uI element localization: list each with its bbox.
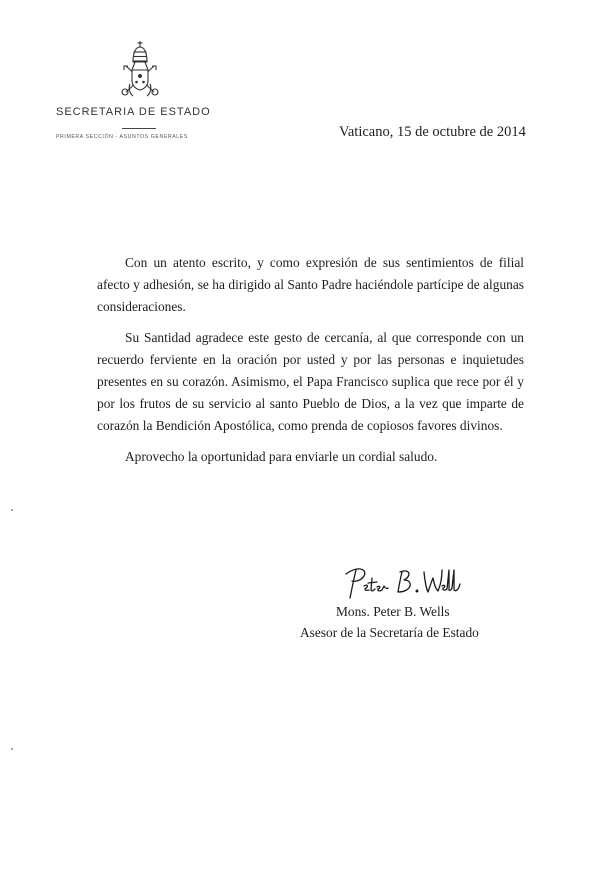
place-and-date: Vaticano, 15 de octubre de 2014: [339, 124, 526, 140]
signer-title: Asesor de la Secretaría de Estado: [300, 625, 479, 640]
paragraph-2: Su Santidad agradece este gesto de cercanía, al que corresponde con un recuerdo ferviente en la oración por usted y por las personas e inquietudes presentes en su corazón. Asimismo, el Papa Francisco suplica que rece por él y por los frutos de su servicio al santo Pueblo de Dios, a la vez que imparte de corazón la Bendición Apostólica, como prenda de copiosos favores divinos.: [97, 330, 524, 433]
paragraph-3: Aprovecho la oportunidad para enviarle un cordial saludo.: [125, 449, 438, 464]
signer-name: Mons. Peter B. Wells: [336, 604, 450, 619]
letterhead-divider: [122, 128, 156, 129]
paragraph-1: Con un atento escrito, y como expresión de sus sentimientos de filial afecto y adhesión, se ha dirigido al Santo Padre haciéndole partícipe de algunas consideraciones.: [97, 255, 524, 314]
letter-body: [97, 252, 524, 477]
organization-section: PRIMERA SECCIÓN - ASUNTOS GENERALES: [56, 134, 188, 140]
organization-name: SECRETARIA DE ESTADO: [56, 106, 211, 118]
scan-speck: [11, 509, 13, 511]
handwritten-signature: [342, 562, 462, 602]
scan-speck: [11, 748, 13, 750]
papal-coat-of-arms-icon: [118, 40, 162, 98]
